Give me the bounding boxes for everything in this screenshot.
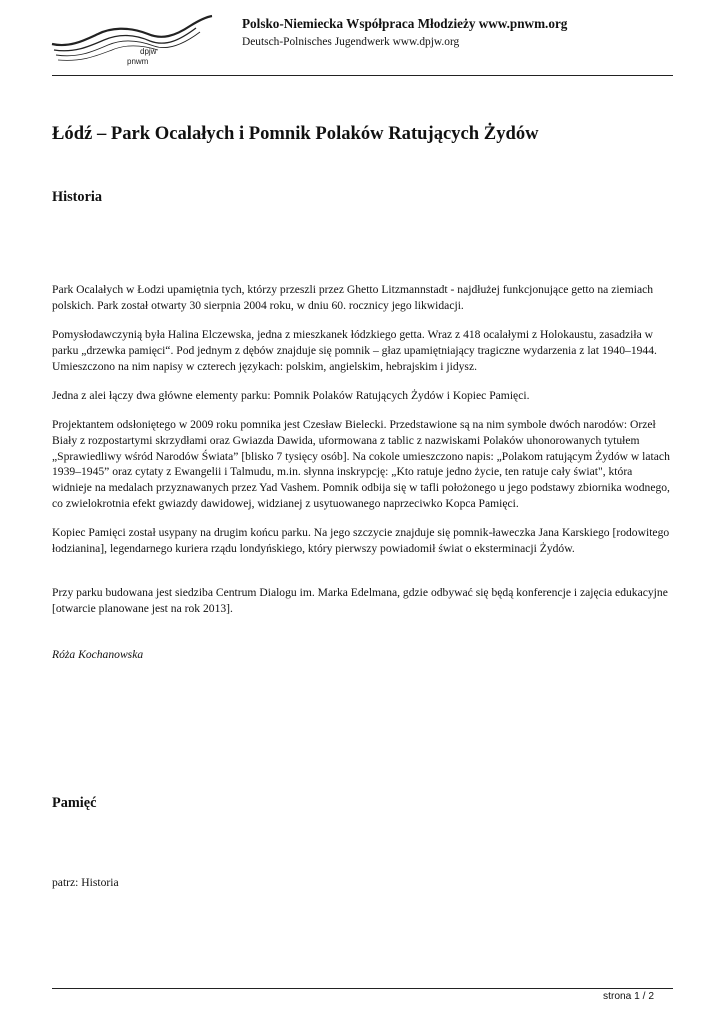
paragraph: Przy parku budowana jest siedziba Centrum Dialogu im. Marka Edelmana, gdzie odbywać się będą konferencje i zajęcia edukacyjne [otwarcie planowane jest na rok 2013]. bbox=[52, 586, 668, 615]
header-org-line-1: Polsko-Niemiecka Współpraca Młodzieży www.pnwm.org bbox=[242, 16, 568, 31]
logo-text-dpjw: dpjw bbox=[140, 47, 157, 56]
paragraph: Jedna z alei łączy dwa główne elementy parku: Pomnik Polaków Ratujących Żydów i Kopiec Pamięci. bbox=[52, 389, 530, 402]
paragraph: Pomysłodawczynią była Halina Elczewska, jedna z mieszkanek łódzkiego getta. Wraz z 418 ocalałymi z Holokaustu, zasadziła w parku „drzewka pamięci“. Pod jednym z dębów znajduje się pomnik – głaz upamiętniający tragiczne wydarzenia z lat 1940–1944. Umieszczono na nim napisy w czterech językach: polskim, angielskim, hebrajskim i jidysz. bbox=[52, 328, 657, 373]
dpjw-pnwm-logo bbox=[50, 14, 215, 70]
paragraph: Park Ocalałych w Łodzi upamiętnia tych, którzy przeszli przez Ghetto Litzmannstadt - najdłużej funkcjonujące getto na ziemiach polskich. Park został otwarty 30 sierpnia 2004 roku, w dniu 60. rocznicy jego likwidacji. bbox=[52, 283, 654, 312]
author-name: Róża Kochanowska bbox=[52, 648, 144, 661]
section-heading-historia: Historia bbox=[52, 189, 103, 205]
header-divider bbox=[52, 75, 673, 76]
cross-reference-text: patrz: Historia bbox=[52, 876, 119, 889]
page-number: strona 1 / 2 bbox=[603, 991, 654, 1002]
footer-divider bbox=[52, 988, 673, 989]
logo-text-pnwm: pnwm bbox=[127, 57, 149, 66]
header-org-line-2: Deutsch-Polnisches Jugendwerk www.dpjw.org bbox=[242, 36, 460, 48]
section-heading-pamiec: Pamięć bbox=[52, 795, 97, 811]
paragraph: Projektantem odsłoniętego w 2009 roku pomnika jest Czesław Bielecki. Przedstawione są na nim symbole dwóch narodów: Orzeł Biały z rozpostartymi skrzydłami oraz Gwiazda Dawida, uformowana z tablic z nazwiskami Polaków uhonorowanych tytułem „Sprawiedliwy wśród Narodów Świata” [blisko 7 tysięcy osób]. Na cokole umieszczono napis: „Polakom ratującym Żydów w latach 1939–1945” oraz cytaty z Ewangelii i Talmudu, m.in. słynna inskrypcję: „Kto ratuje jedno życie, ten ratuje cały świat", która widnieje na medalach przyznawanych przez Yad Vashem. Pomnik odbija się w tafli położonego u jego podstawy zbiornika wodnego, co zwielokrotnia efekt gwiazdy dawidowej, widzianej z usytuowanego naprzeciwko Kopca Pamięci. bbox=[52, 418, 670, 510]
page-title: Łódź – Park Ocalałych i Pomnik Polaków Ratujących Żydów bbox=[52, 123, 539, 144]
paragraph: Kopiec Pamięci został usypany na drugim końcu parku. Na jego szczycie znajduje się pomnik-ławeczka Jana Karskiego [rodowitego łodzianina], legendarnego kuriera rządu londyńskiego, który pierwszy powiadomił świat o eksterminacji Żydów. bbox=[52, 526, 670, 555]
